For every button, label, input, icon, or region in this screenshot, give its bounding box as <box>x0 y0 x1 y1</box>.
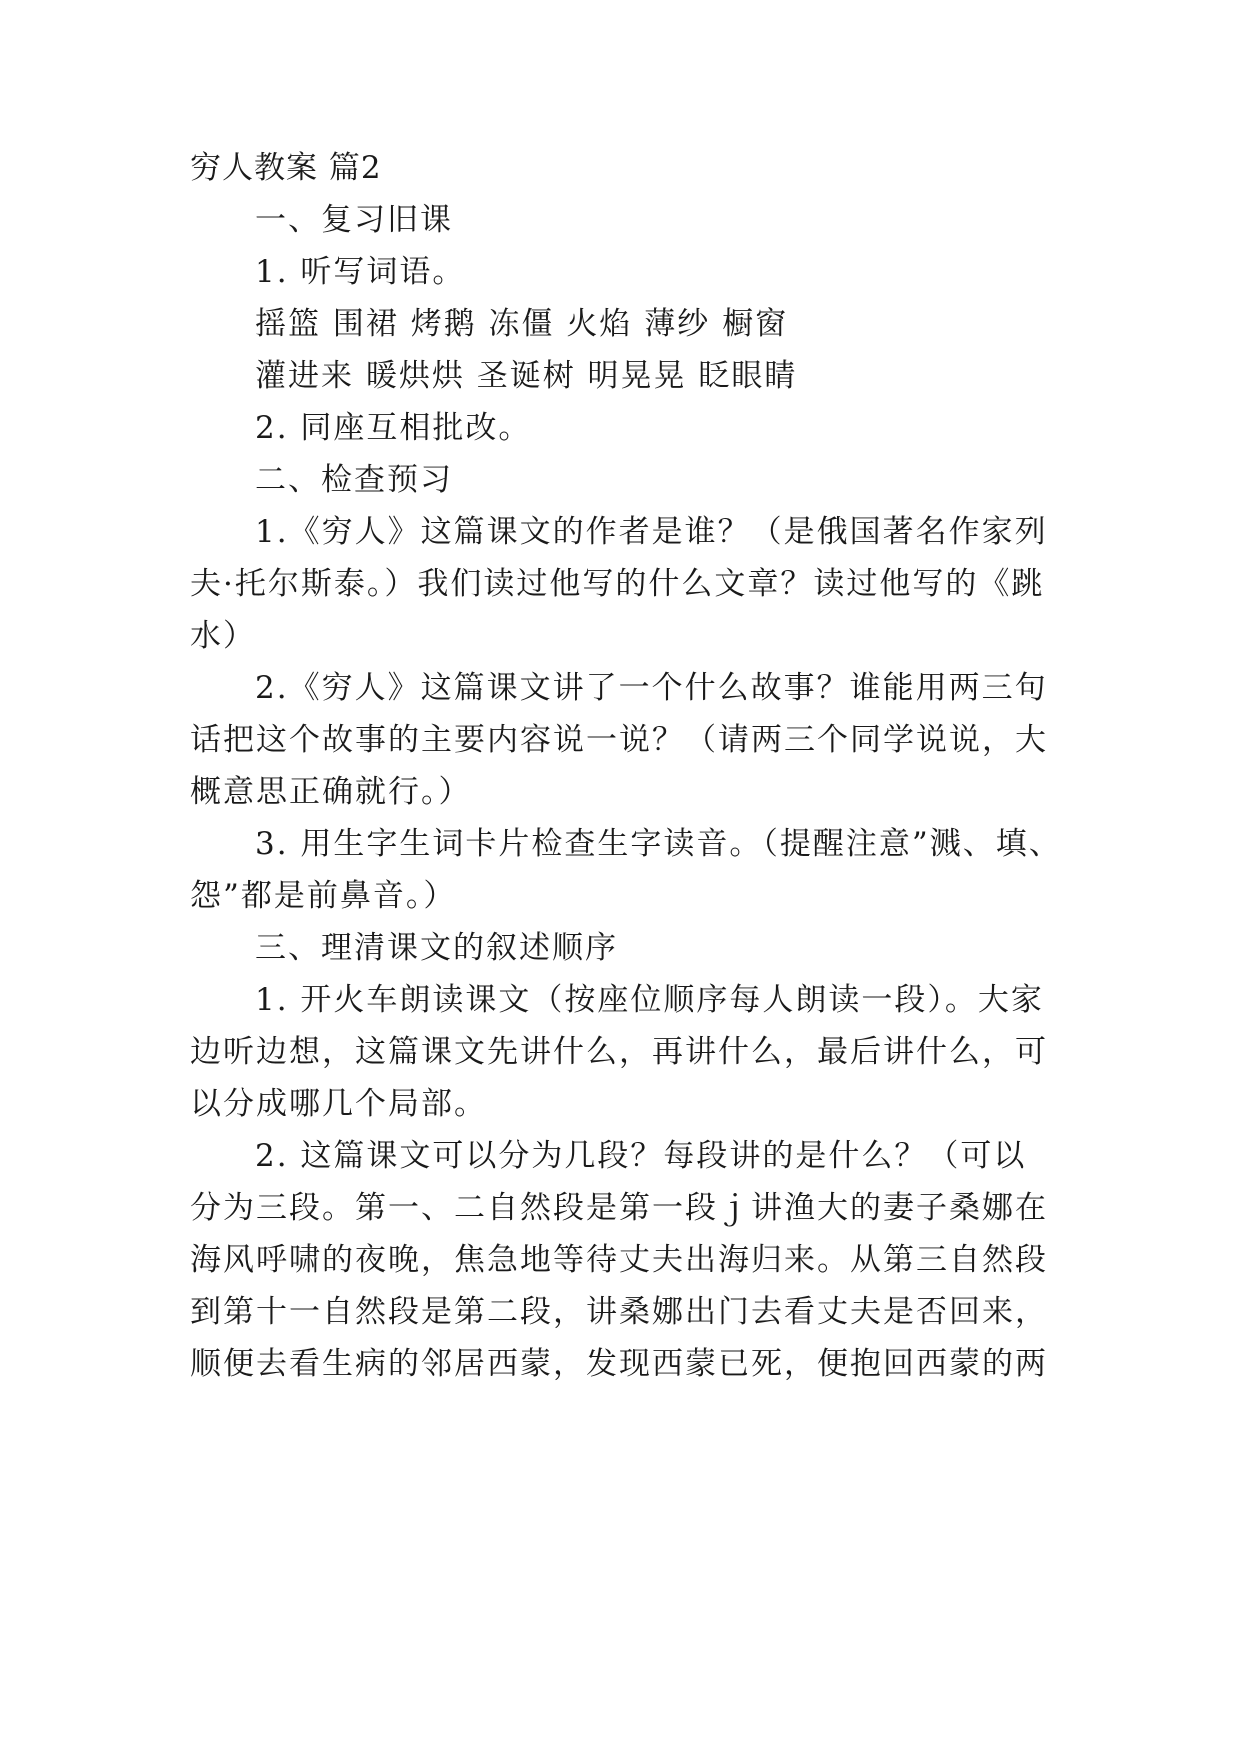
paragraph-line: 3. 用生字生词卡片检查生字读音。（提醒注意”溅、填、 <box>255 826 1062 862</box>
paragraph-line: 边听边想，这篇课文先讲什么，再讲什么，最后讲什么，可 <box>190 1034 1048 1070</box>
section-heading: 一、复习旧课 <box>255 202 453 238</box>
paragraph-line: 顺便去看生病的邻居西蒙，发现西蒙已死，便抱回西蒙的两 <box>190 1346 1048 1382</box>
list-item: 2. 同座互相批改。 <box>255 410 532 446</box>
list-item: 1. 听写词语。 <box>255 254 466 290</box>
paragraph-line: 夫·托尔斯泰。）我们读过他写的什么文章？读过他写的《跳 <box>190 566 1045 602</box>
paragraph-line: 概意思正确就行。） <box>190 774 472 810</box>
section-heading: 三、理清课文的叙述顺序 <box>255 930 618 966</box>
paragraph-line: 以分成哪几个局部。 <box>190 1086 487 1122</box>
paragraph-line: 怨”都是前鼻音。） <box>190 878 457 914</box>
paragraph-line: 1. 开火车朗读课文（按座位顺序每人朗读一段）。大家 <box>255 982 1044 1018</box>
paragraph-line: 分为三段。第一、二自然段是第一段ｊ讲渔大的妻子桑娜在 <box>190 1190 1048 1226</box>
paragraph-line: 海风呼啸的夜晚，焦急地等待丈夫出海归来。从第三自然段 <box>190 1242 1048 1278</box>
word-list: 摇篮 围裙 烤鹅 冻僵 火焰 薄纱 橱窗 <box>255 306 789 342</box>
paragraph-line: 话把这个故事的主要内容说一说？（请两三个同学说说，大 <box>190 722 1048 758</box>
word-list: 灌进来 暖烘烘 圣诞树 明晃晃 眨眼睛 <box>255 358 798 394</box>
document-title: 穷人教案 篇2 <box>190 150 382 186</box>
paragraph-line: 到第十一自然段是第二段，讲桑娜出门去看丈夫是否回来， <box>190 1294 1048 1330</box>
paragraph-line: 水） <box>190 618 256 654</box>
paragraph-line: 1.《穷人》这篇课文的作者是谁？（是俄国著名作家列 <box>255 514 1048 550</box>
paragraph-line: 2. 这篇课文可以分为几段？每段讲的是什么？（可以 <box>255 1138 1027 1174</box>
section-heading: 二、检查预习 <box>255 462 453 498</box>
paragraph-line: 2.《穷人》这篇课文讲了一个什么故事？谁能用两三句 <box>255 670 1048 706</box>
